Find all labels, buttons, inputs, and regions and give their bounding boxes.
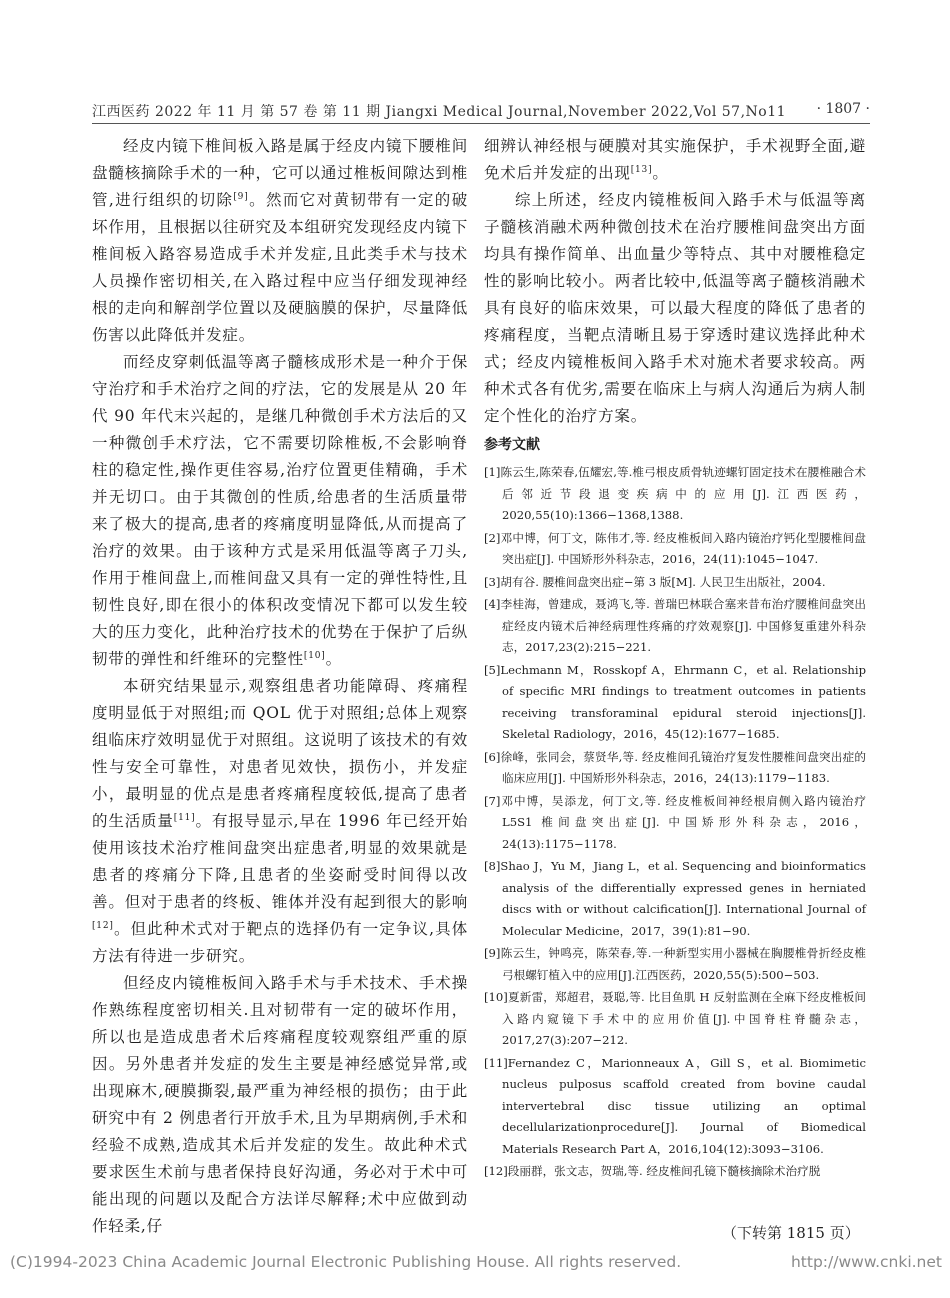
reference-item: [1]陈云生,陈荣春,伍耀宏,等.椎弓根皮质骨轨迹螺钉固定技术在腰椎融合术后邻近节段退变疾病中的应用[J].江西医药，2020,55(10):1366−1368,1388. — [484, 465, 866, 522]
reference-item: [5]Lechmann M，Rosskopf A，Ehrmann C，et al. Relationship of specific MRI findings to treatment outcomes in patients receiving transforaminal epidural steroid injections[J]. Skeletal Radiology，2016，45(12):1677−1685. — [484, 662, 866, 741]
body-paragraph: 经皮内镜下椎间板入路是属于经皮内镜下腰椎间盘髓核摘除手术的一种，它可以通过椎板间隙达到椎管,进行组织的切除[9]。然而它对黄韧带有一定的破坏作用，且根据以往研究及本组研究发现经皮内镜下椎间板入路容易造成手术并发症,且此类手术与技术人员操作密切相关,在入路过程中应当仔细发现神经根的走向和解剖学位置以及硬脑膜的保护，尽量降低伤害以此降低并发症。 — [92, 137, 468, 344]
reference-item: [10]夏新雷，郑超君，聂聪,等. 比目鱼肌 H 反射监测在全麻下经皮椎板间入路内窥镜下手术中的应用价值[J].中国脊柱脊髓杂志，2017,27(3):207−212. — [484, 990, 866, 1047]
reference-item: [7]邓中博，吴添龙，何丁文,等. 经皮椎板间神经根肩侧入路内镜治疗 L5S1 椎间盘突出症[J]. 中国矫形外科杂志，2016，24(13):1175−1178. — [484, 793, 866, 851]
body-paragraph: 本研究结果显示,观察组患者功能障碍、疼痛程度明显低于对照组;而 QOL 优于对照组;总体上观察组临床疗效明显优于对照组。这说明了该技术的有效性与安全可靠性，对患者见效快，损伤小，并发症小，最明显的优点是患者疼痛程度较低,提高了患者的生活质量[11]。有报导显示,早在 1996 年已经开始使用该技术治疗椎间盘突出症患者,明显的效果就是患者的疼痛分下降,且患者的坐姿耐受时间得以改善。但对于患者的终板、锥体并没有起到很大的影响[12]。但此种术式对于靶点的选择仍有一定争议,具体方法有待进一步研究。 — [92, 677, 468, 965]
right-column — [484, 133, 866, 1184]
copyright-footer — [0, 1253, 950, 1275]
running-header — [92, 101, 870, 121]
reference-item: [11]Fernandez C，Marionneaux A，Gill S，et al. Biomimetic nucleus pulposus scaffold created from bovine caudal intervertebral disc tissue utilizing an optimal decellularizationprocedure[J]. Journal of Biomedical Materials Research Part A，2016,104(12):3093−3106. — [484, 1055, 866, 1156]
reference-item: [2]邓中博，何丁文，陈伟才,等. 经皮椎板间入路内镜治疗钙化型腰椎间盘突出症[J]. 中国矫形外科杂志，2016，24(11):1045−1047. — [484, 530, 866, 566]
reference-item: [9]陈云生，钟鸣亮，陈荣春,等.一种新型实用小器械在胸腰椎骨折经皮椎弓根螺钉植入中的应用[J].江西医药，2020,55(5):500−503. — [484, 946, 866, 982]
references-heading: 参考文献 — [484, 437, 540, 453]
left-column — [92, 133, 468, 1240]
body-paragraph: 细辨认神经根与硬膜对其实施保护，手术视野全面,避免术后并发症的出现[13]。 — [484, 137, 866, 182]
body-paragraph: 而经皮穿刺低温等离子髓核成形术是一种介于保守治疗和手术治疗之间的疗法，它的发展是从 20 年代 90 年代末兴起的，是继几种微创手术方法后的又一种微创手术疗法，它不需要切除椎板,不会影响脊柱的稳定性,操作更佳容易,治疗位置更佳精确，手术并无切口。由于其微创的性质,给患者的生活质量带来了极大的提高,患者的疼痛度明显降低,从而提高了治疗的效果。由于该种方式是采用低温等离子刀头,作用于椎间盘上,而椎间盘又具有一定的弹性特性,且韧性良好,即在很小的体积改变情况下都可以发生较大的压力变化，此种治疗技术的优势在于保护了后纵韧带的弹性和纤维环的完整性[10]。 — [92, 353, 468, 668]
reference-item: [12]段丽群，张文志，贺瑞,等. 经皮椎间孔镜下髓核摘除术治疗脱 — [484, 1164, 821, 1178]
cnki-url: http://www.cnki.net — [790, 1253, 942, 1271]
journal-header: 江西医药 2022 年 11 月 第 57 卷 第 11 期 Jiangxi Medical Journal,November 2022,Vol 57,No11 — [92, 104, 787, 120]
header-rule — [92, 123, 870, 124]
reference-item: [6]徐峰，张同会，蔡贤华,等. 经皮椎间孔镜治疗复发性腰椎间盘突出症的临床应用[J]. 中国矫形外科杂志，2016，24(13):1179−1183. — [484, 749, 866, 785]
conclusion-paragraph: 综上所述，经皮内镜椎板间入路手术与低温等离子髓核消融术两种微创技术在治疗腰椎间盘突出方面均具有操作简单、出血量少等特点、其中对腰椎稳定性的影响比较小。两者比较中,低温等离子髓核消融术具有良好的临床效果，可以最大程度的降低了患者的疼痛程度，当靶点清晰且易于穿透时建议选择此种术式；经皮内镜椎板间入路手术对施术者要求较高。两种术式各有优劣,需要在临床上与病人沟通后为病人制定个性化的治疗方案。 — [484, 191, 866, 425]
page-number: · 1807 · — [816, 101, 870, 117]
reference-item: [4]李桂海，曾建成，聂鸿飞,等. 普瑞巴林联合塞来昔布治疗腰椎间盘突出症经皮内镜术后神经病理性疼痛的疗效观察[J]. 中国修复重建外科杂志，2017,23(2):215−221. — [484, 597, 866, 654]
reference-item: [3]胡有谷. 腰椎间盘突出症−第 3 版[M]. 人民卫生出版社，2004. — [484, 574, 826, 589]
continued-note: （下转第 1815 页） — [722, 1224, 860, 1242]
reference-list — [484, 462, 866, 1183]
body-paragraph: 但经皮内镜椎板间入路手术与手术技术、手术操作熟练程度密切相关.且对韧带有一定的破坏作用，所以也是造成患者术后疼痛程度较观察组严重的原因。另外患者并发症的发生主要是神经感觉异常,或出现麻木,硬膜撕裂,最严重为神经根的损伤；由于此研究中有 2 例患者行开放手术,且为早期病例,手术和经验不成熟,造成其术后并发症的发生。故此种术式要求医生术前与患者保持良好沟通，务必对于术中可能出现的问题以及配合方法详尽解释;术中应做到动作轻柔,仔 — [92, 974, 468, 1235]
copyright-text: (C)1994-2023 China Academic Journal Electronic Publishing House. All rights reserved. — [10, 1253, 682, 1271]
reference-item: [8]Shao J，Yu M，Jiang L，et al. Sequencing and bioinformatics analysis of the differentially expressed genes in herniated discs with or without calcification[J]. International Journal of Molecular Medicine，2017，39(1):81−90. — [484, 859, 866, 938]
